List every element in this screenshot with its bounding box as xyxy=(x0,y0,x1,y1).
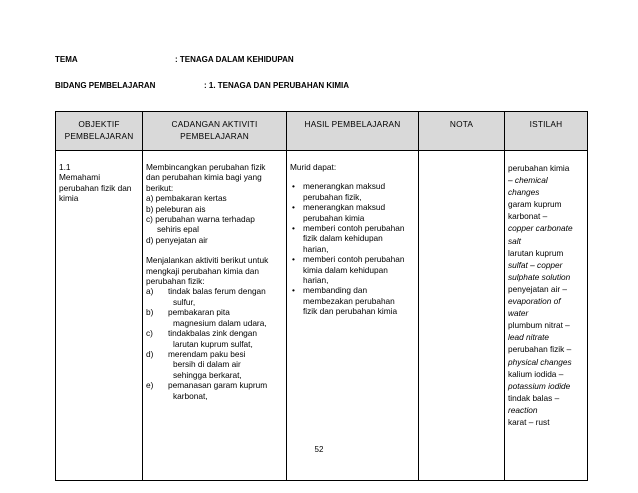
activity-text: bersih di dalam air xyxy=(173,359,241,370)
activity-text: tindak balas ferum dengan xyxy=(168,286,266,297)
objektif-line: perubahan fizik dan xyxy=(59,182,132,193)
istilah-line: penyejatan air – xyxy=(508,283,568,294)
cadangan-intro-line: Membincangkan perubahan fizik xyxy=(146,162,266,172)
activity-text: karbonat, xyxy=(173,390,208,401)
activity-text: pemanasan garam kuprum xyxy=(168,380,268,391)
cadangan-intro-line: berikut: xyxy=(146,182,174,193)
page-number: 52 xyxy=(314,445,324,454)
activity-line xyxy=(146,297,283,307)
hasil-bullet-line: fizik dalam kehidupan xyxy=(303,233,383,244)
activity-line xyxy=(146,286,283,296)
cadangan-item: c) perubahan warna terhadap xyxy=(146,214,255,225)
activity-marker: c) xyxy=(146,328,153,339)
objektif-line: kimia xyxy=(59,193,79,204)
cell-hasil xyxy=(287,151,419,481)
istilah-line: reaction xyxy=(508,404,538,415)
istilah-line: lead nitrate xyxy=(508,332,550,343)
cell-istilah xyxy=(505,151,588,481)
cadangan-item: d) penyejatan air xyxy=(146,234,208,245)
activity-marker: a) xyxy=(146,286,154,297)
istilah-line: physical changes xyxy=(508,356,572,367)
activity-text: tindakbalas zink dengan xyxy=(168,328,258,339)
istilah-line: perubahan fizik – xyxy=(508,344,572,355)
istilah-line: karat – rust xyxy=(508,416,550,427)
hasil-intro: Murid dapat: xyxy=(290,162,337,172)
header-hasil: HASIL PEMBELAJARAN xyxy=(287,112,419,151)
istilah-line: salt xyxy=(508,235,521,246)
activity-marker xyxy=(146,359,168,369)
activity-line xyxy=(146,307,283,317)
bidang-value: : 1. TENAGA DAN PERUBAHAN KIMIA xyxy=(204,81,350,90)
cadangan-intro2-line: perubahan fizik: xyxy=(146,276,205,287)
tema-value: : TENAGA DALAM KEHIDUPAN xyxy=(175,55,294,64)
activity-line xyxy=(146,370,283,380)
hasil-bullet-item xyxy=(290,254,415,285)
activity-line xyxy=(146,391,283,401)
header-cadangan: CADANGAN AKTIVITI PEMBELAJARAN xyxy=(143,112,287,151)
curriculum-table xyxy=(55,111,588,481)
header-nota: NOTA xyxy=(419,112,505,151)
activity-line xyxy=(146,318,283,328)
cadangan-intro2-line: mengkaji perubahan kimia dan xyxy=(146,265,260,276)
istilah-line: potassium iodide xyxy=(508,380,571,391)
header-istilah: ISTILAH xyxy=(505,112,588,151)
hasil-bullet-line: perubahan fizik, xyxy=(303,191,362,202)
cell-cadangan xyxy=(143,151,287,481)
cell-nota xyxy=(419,151,505,481)
activity-line xyxy=(146,328,283,338)
activity-line xyxy=(146,339,283,349)
cadangan-item: a) pembakaran kertas xyxy=(146,193,227,204)
istilah-line: water xyxy=(508,308,529,319)
activity-text: pembakaran pita xyxy=(168,307,230,318)
activity-text: magnesium dalam udara, xyxy=(173,317,267,328)
istilah-line: perubahan kimia xyxy=(508,163,570,173)
istilah-line: karbonat – xyxy=(508,211,548,222)
activity-line xyxy=(146,359,283,369)
hasil-bullet-line: harian, xyxy=(303,275,329,286)
istilah-line: garam kuprum xyxy=(508,199,562,210)
istilah-line: copper carbonate xyxy=(508,223,573,234)
hasil-bullet-item xyxy=(290,202,415,223)
cell-objektif xyxy=(56,151,143,481)
activity-text: larutan kuprum sulfat, xyxy=(173,338,253,349)
hasil-bullet-list xyxy=(290,181,415,316)
istilah-line: evaporation of xyxy=(508,296,561,307)
activity-text: sulfur, xyxy=(173,296,196,307)
activity-marker xyxy=(146,370,168,380)
cadangan-intro2-line: Menjalankan aktiviti berikut untuk xyxy=(146,255,269,266)
activity-marker: e) xyxy=(146,380,154,391)
istilah-line: kalium iodida – xyxy=(508,368,564,379)
objektif-line: Memahami xyxy=(59,172,101,183)
hasil-bullet-line: • membanding dan xyxy=(303,285,368,296)
header-objektif: OBJEKTIF PEMBELAJARAN xyxy=(56,112,143,151)
hasil-bullet-line: • memberi contoh perubahan xyxy=(303,223,405,234)
activity-list xyxy=(146,286,283,400)
istilah-line: sulphate solution xyxy=(508,271,571,282)
cadangan-item: b) peleburan ais xyxy=(146,203,206,214)
objektif-line: 1.1 xyxy=(59,162,71,172)
activity-line xyxy=(146,380,283,390)
hasil-bullet-item xyxy=(290,223,415,254)
activity-line xyxy=(146,349,283,359)
hasil-bullet-item xyxy=(290,285,415,316)
activity-text: sehingga berkarat, xyxy=(173,369,242,380)
activity-marker xyxy=(146,318,168,328)
cadangan-intro-line: dan perubahan kimia bagi yang xyxy=(146,172,262,183)
hasil-bullet-line: harian, xyxy=(303,243,329,254)
activity-text: merendam paku besi xyxy=(168,348,246,359)
hasil-bullet-line: • menerangkan maksud xyxy=(303,202,386,213)
istilah-line: tindak balas – xyxy=(508,392,560,403)
activity-marker: b) xyxy=(146,307,154,318)
table-header-row xyxy=(56,112,588,151)
table-row xyxy=(56,151,588,481)
hasil-bullet-line: perubahan kimia xyxy=(303,212,365,223)
istilah-line: changes xyxy=(508,187,540,198)
cadangan-item-cont: sehiris epal xyxy=(157,224,199,235)
istilah-line: – chemical xyxy=(508,175,548,186)
bidang-label: BIDANG PEMBELAJARAN xyxy=(55,81,156,90)
istilah-line: plumbum nitrat – xyxy=(508,320,570,331)
istilah-line: larutan kuprum xyxy=(508,247,564,258)
hasil-bullet-line: membezakan perubahan xyxy=(303,295,395,306)
istilah-list xyxy=(508,162,584,428)
activity-marker xyxy=(146,297,168,307)
activity-marker: d) xyxy=(146,348,154,359)
hasil-bullet-line: • menerangkan maksud xyxy=(303,181,386,192)
hasil-bullet-line: fizik dan perubahan kimia xyxy=(303,306,398,317)
tema-label: TEMA xyxy=(55,55,78,64)
istilah-line: sulfat – copper xyxy=(508,259,563,270)
hasil-bullet-line: • memberi contoh perubahan xyxy=(303,254,405,265)
activity-marker xyxy=(146,339,168,349)
hasil-bullet-item xyxy=(290,181,415,202)
hasil-bullet-line: kimia dalam kehidupan xyxy=(303,264,388,275)
activity-marker xyxy=(146,391,168,401)
